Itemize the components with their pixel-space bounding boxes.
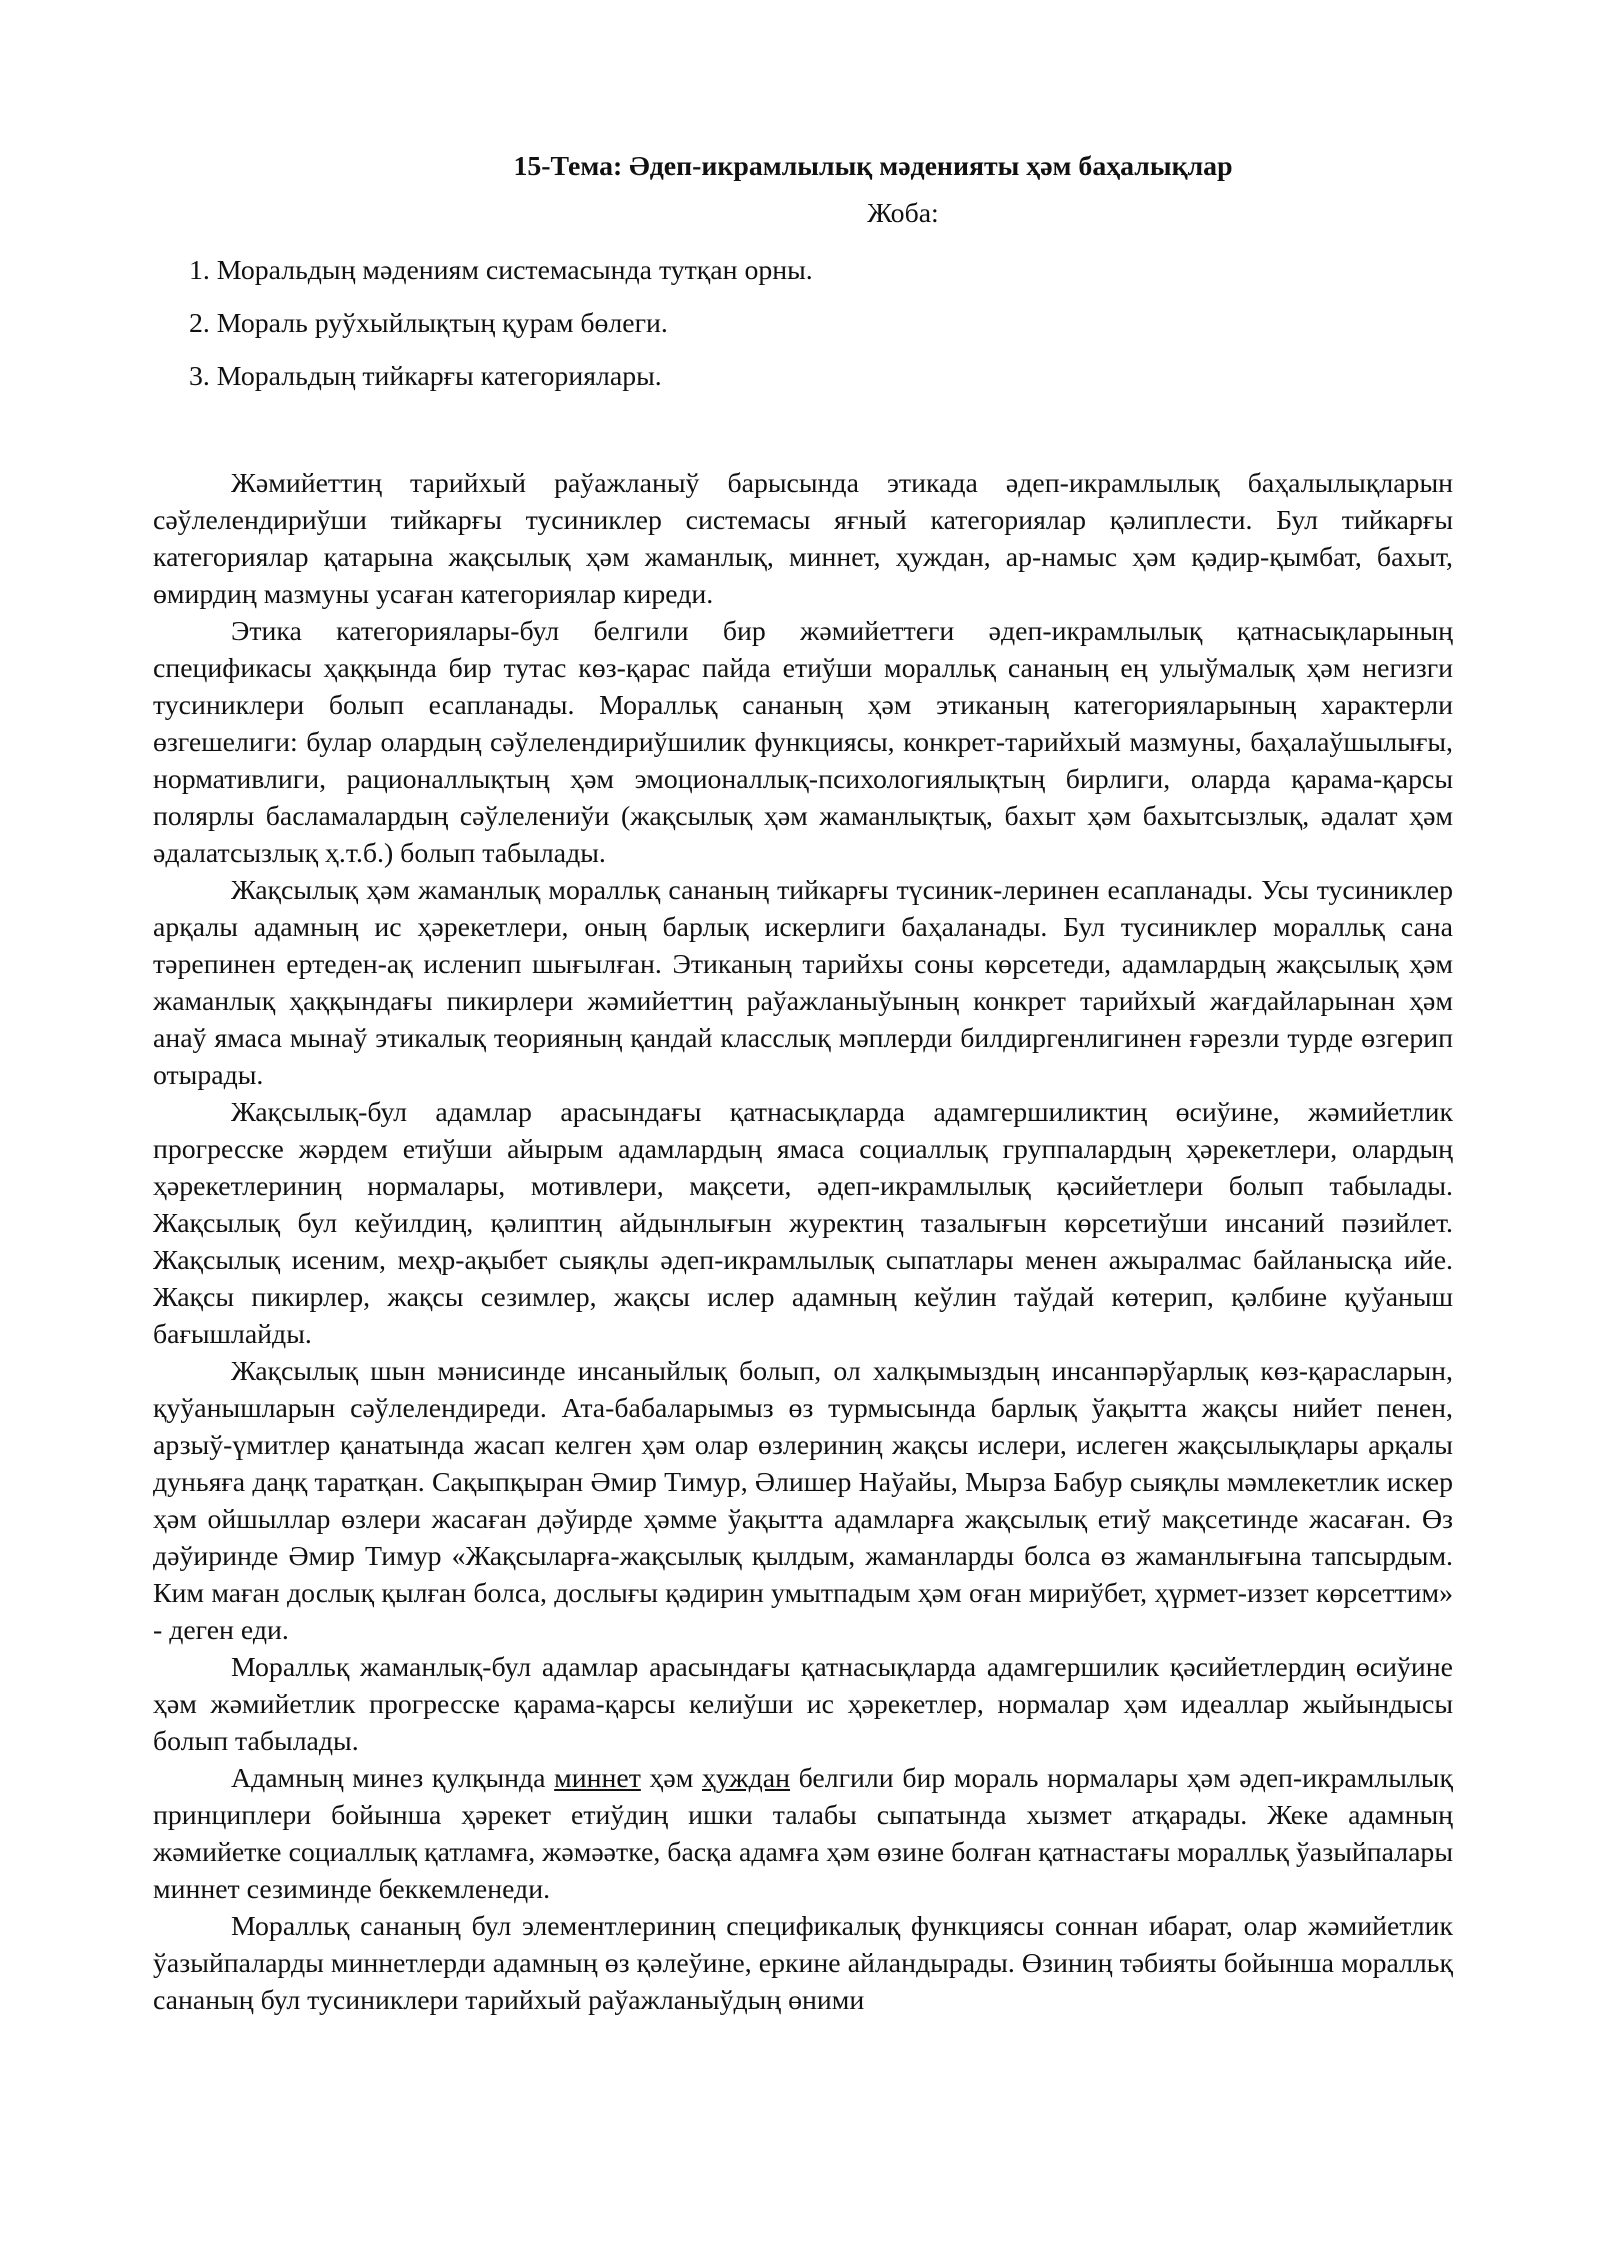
plan-label: Жоба: bbox=[867, 198, 939, 229]
body-text bbox=[153, 465, 1453, 2019]
paragraph-text: Адамның минез қулқында bbox=[231, 1763, 555, 1794]
paragraph: Моралльқ сананың бул элементлериниң спецификалық функциясы соннан ибарат, олар жәмийетлик ўазыйпаларды миннетлерди адамның өз қәлеўине, еркине айландырады. Өзиниң тәбияты бойынша моралльқ сананың бул тусиниклери тарийхый раўажланыўдың өними bbox=[153, 1911, 1453, 2016]
paragraph-text: белгили бир мораль нормалары ҳәм әдеп-икрамлылық принциплери бойынша ҳәрекет етиўдиң ишки талабы сыпатында хызмет атқарады. Жеке адамның жәмийетке социаллық қатламға, жәмәәтке, басқа адамға ҳәм өзине болған қатнастағы моралльқ ўазыйпалары миннет сезиминде беккемленеди. bbox=[153, 1763, 1453, 1905]
paragraph-text: ҳәм bbox=[640, 1763, 702, 1794]
plan-item: 2. Мораль руўхыйлықтың қурам бөлеги. bbox=[189, 308, 668, 339]
plan-item: 1. Моральдың мәдениям системасында тутқан орны. bbox=[189, 255, 813, 286]
plan-list bbox=[153, 252, 1453, 395]
miннet-link[interactable]: миннет bbox=[554, 1763, 641, 1794]
hujdan-link[interactable]: ҳуждан bbox=[702, 1763, 790, 1794]
paragraph: Моралльқ жаманлық-бул адамлар арасындағы қатнасықларда адамгершилик қәсийетлердиң өсиўине ҳәм жәмийетлик прогресске қарама-қарсы келиўши ис ҳәрекетлер, нормалар ҳәм идеаллар жыйындысы болып табылады. bbox=[153, 1652, 1453, 1757]
paragraph: Жақсылық шын мәнисинде инсаныйлық болып, ол халқымыздың инсанпәрўарлық көз-қарасларын, қуўанышларын сәўлелендиреди. Ата-бабаларымыз өз турмысында барлық ўақытта жақсы нийет пенен, арзыў-үмитлер қанатында жасап келген ҳәм олар өзлериниң жақсы ислери, ислеген жақсылықлары арқалы дуньяға даңқ таратқан. Сақыпқыран Әмир Тимур, Әлишер Наўайы, Мырза Бабур сыяқлы мәмлекетлик искер ҳәм ойшыллар өзлери жасаған дәўирде ҳәмме ўақытта адамларға жақсылық етиў мақсетинде жасаған. Өз дәўиринде Әмир Тимур «Жақсыларға-жақсылық қылдым, жаманларды болса өз жаманлығына тапсырдым. Ким маған дослық қылған болса, дослығы қәдирин умытпадым ҳәм оған мириўбет, ҳүрмет-иззет көрсеттим» - деген еди. bbox=[153, 1356, 1453, 1646]
document-page bbox=[153, 148, 1453, 2019]
document-title: 15-Тема: Әдеп-икрамлылық мәденияты ҳәм баҳалықлар bbox=[513, 151, 1233, 182]
paragraph: Жәмийеттиң тарийхый раўажланыў барысында этикада әдеп-икрамлылық баҳалылықларын сәўлелендириўши тийкарғы тусиниклер системасы яғный категориялар қәлиплести. Бул тийкарғы категориялар қатарына жақсылық ҳәм жаманлық, миннет, ҳуждан, ар-намыс ҳәм қәдир-қымбат, бахыт, өмирдиң мазмуны усаған категориялар киреди. bbox=[153, 468, 1453, 610]
paragraph: Этика категориялары-бул белгили бир жәмийеттеги әдеп-икрамлылық қатнасықларының спецификасы ҳаққында бир тутас көз-қарас пайда етиўши моралльқ сананың ең улыўмалық ҳәм негизги тусиниклери болып есапланады. Моралльқ сананың ҳәм этиканың категорияларының характерли өзгешелиги: булар олардың сәўлелендириўшилик функциясы, конкрет-тарийхый мазмуны, баҳалаўшылығы, нормативлиги, рационаллықтың ҳәм эмоционаллық-психологиялықтың бирлиги, оларда қарама-қарсы полярлы басламалардың сәўлелениўи (жақсылық ҳәм жаманлықтық, бахыт ҳәм бахытсызлық, әдалат ҳәм әдалатсызлық ҳ.т.б.) болып табылады. bbox=[153, 616, 1453, 869]
paragraph-with-links bbox=[153, 1760, 1453, 1908]
plan-item: 3. Моральдың тийкарғы категориялары. bbox=[189, 361, 662, 392]
paragraph: Жақсылық ҳәм жаманлық моралльқ сананың тийкарғы түсиник-леринен есапланады. Усы тусиниклер арқалы адамның ис ҳәрекетлери, оның барлық искерлиги баҳаланады. Бул тусиниклер моралльқ сана тәрепинен ертеден-ақ исленип шығылған. Этиканың тарийхы соны көрсетеди, адамлардың жақсылық ҳәм жаманлық ҳаққындағы пикирлери жәмийеттиң раўажланыўының конкрет тарийхый жағдайларынан ҳәм анаў ямаса мынаў этикалық теорияның қандай класслық мәплерди билдиргенлигинен ғәрезли турде өзгерип отырады. bbox=[153, 875, 1453, 1091]
paragraph: Жақсылық-бул адамлар арасындағы қатнасықларда адамгершиликтиң өсиўине, жәмийетлик прогресске жәрдем етиўши айырым адамлардың ямаса социаллық группалардың ҳәрекетлери, олардың ҳәрекетлериниң нормалары, мотивлери, мақсети, әдеп-икрамлылық қәсийетлери болып табылады. Жақсылық бул кеўилдиң, қәлиптиң айдынлығын журектиң тазалығын көрсетиўши инсаний пәзийлет. Жақсылық исеним, меҳр-ақыбет сыяқлы әдеп-икрамлылық сыпатлары менен ажыралмас байланысқа ийе. Жақсы пикирлер, жақсы сезимлер, жақсы ислер адамның кеўлин таўдай көтерип, қәлбине қуўаныш бағышлайды. bbox=[153, 1097, 1453, 1350]
